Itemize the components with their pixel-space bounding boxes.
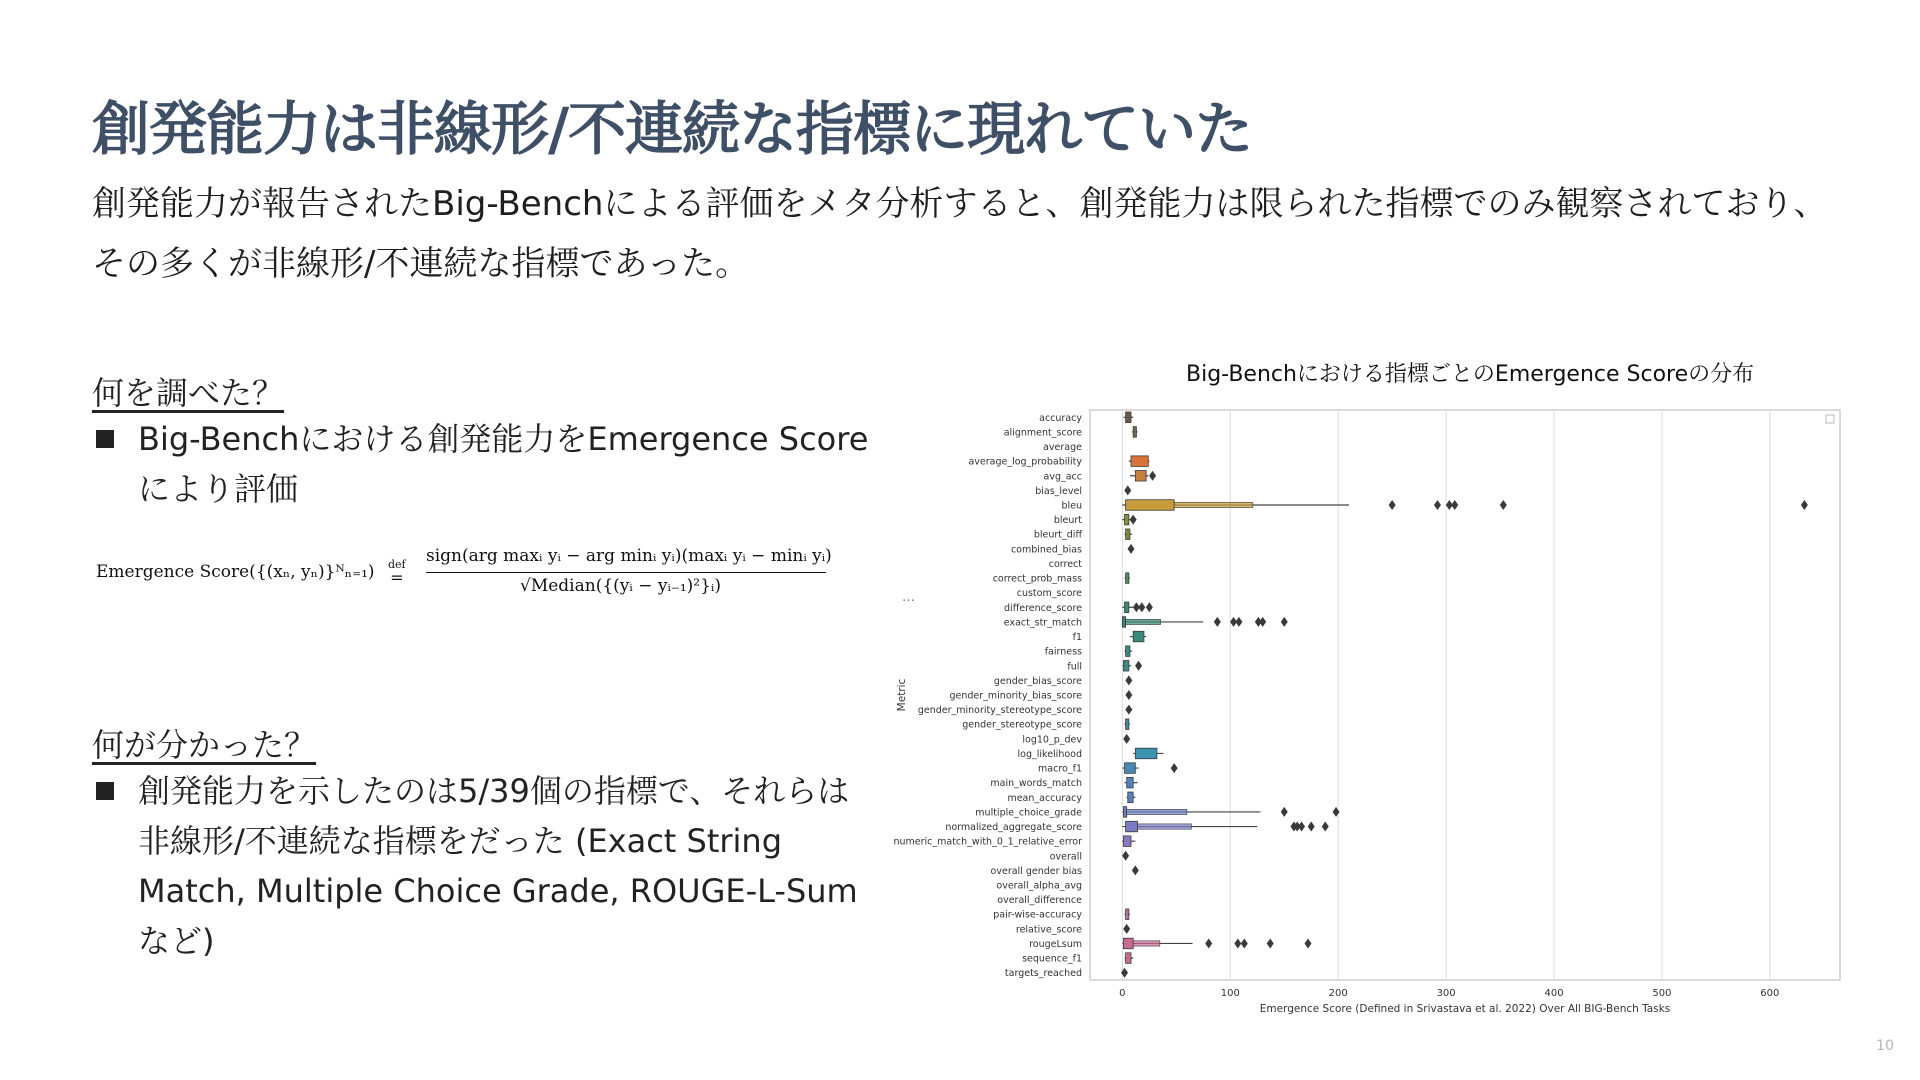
plot-frame — [1090, 410, 1840, 980]
x-tick-label: 400 — [1544, 988, 1564, 999]
y-tick-label: overall_difference — [997, 895, 1082, 907]
box-rect — [1128, 792, 1133, 803]
emergence-score-formula — [96, 540, 915, 610]
box-rect — [1125, 602, 1129, 613]
y-tick-label: gender_minority_bias_score — [949, 690, 1082, 702]
y-tick-label: exact_str_match — [1003, 617, 1082, 629]
y-axis-label: Metric — [896, 678, 908, 712]
y-tick-label: log_likelihood — [1017, 748, 1082, 760]
x-tick-label: 500 — [1652, 988, 1672, 999]
y-tick-label: fairness — [1044, 646, 1082, 658]
box-tail-rect — [1137, 824, 1191, 829]
formula-def-label: def — [388, 558, 406, 571]
box-rect — [1126, 821, 1138, 832]
slide-title: 創発能力は非線形/不連続な指標に現れていた — [92, 95, 1253, 163]
y-tick-label: numeric_match_with_0_1_relative_error — [893, 836, 1082, 848]
formula-ellipsis: … — [902, 590, 915, 605]
box-tail-rect — [1127, 809, 1187, 814]
bullet-item-findings — [92, 766, 872, 966]
box-rect — [1123, 836, 1131, 847]
y-tick-label: gender_minority_stereotype_score — [917, 705, 1082, 717]
x-tick-label: 600 — [1760, 988, 1780, 999]
box-rect — [1126, 412, 1131, 423]
y-tick-label: custom_score — [1016, 588, 1082, 600]
y-tick-label: overall_alpha_avg — [996, 880, 1082, 892]
box-tail-rect — [1126, 619, 1161, 624]
box-rect — [1135, 748, 1157, 759]
y-tick-label: multiple_choice_grade — [975, 807, 1082, 819]
slide-lead-text: 創発能力が報告されたBig-Benchによる評価をメタ分析すると、創発能力は限られた指標でのみ観察されており、その多くが非線形/不連続な指標であった。 — [92, 184, 1828, 284]
y-tick-label: log10_p_dev — [1022, 734, 1082, 746]
box-rect — [1123, 807, 1126, 818]
formula-definition-symbol — [388, 560, 406, 586]
bullet-text: 創発能力を示したのは5/39個の指標で、それらは非線形/不連続な指標をだった (Exact String Match, Multiple Choice Grade, ROUGE-L-Sum など) — [138, 772, 858, 960]
y-tick-label: correct — [1048, 558, 1082, 570]
y-tick-label: bleu — [1061, 500, 1082, 512]
chart-title: Big-Benchにおける指標ごとのEmergence Scoreの分布 — [1186, 362, 1755, 387]
square-bullet-icon — [96, 430, 114, 448]
legend-box-icon — [1826, 415, 1834, 423]
formula-lhs: Emergence Score({(xₙ, yₙ)}ᴺₙ₌₁) — [96, 562, 375, 582]
y-tick-label: combined_bias — [1010, 544, 1082, 556]
y-tick-label: bleurt — [1053, 515, 1082, 527]
box-rect — [1133, 631, 1144, 642]
x-tick-label: 100 — [1220, 988, 1240, 999]
y-tick-label: targets_reached — [1004, 968, 1082, 980]
y-tick-label: gender_stereotype_score — [962, 719, 1082, 731]
y-tick-label: relative_score — [1015, 924, 1082, 936]
y-tick-label: overall gender bias — [990, 865, 1082, 877]
box-rect — [1126, 719, 1129, 730]
y-tick-label: f1 — [1072, 632, 1082, 644]
y-tick-label: bleurt_diff — [1033, 529, 1082, 541]
y-tick-label: gender_bias_score — [993, 675, 1082, 687]
box-rect — [1126, 909, 1129, 920]
bullet-item-investigation — [92, 414, 872, 514]
box-rect — [1126, 573, 1129, 584]
bullet-text: Big-Benchにおける創発能力をEmergence Scoreにより評価 — [138, 420, 869, 508]
y-tick-label: accuracy — [1039, 412, 1082, 424]
box-rect — [1126, 953, 1131, 964]
square-bullet-icon — [96, 782, 114, 800]
section-heading-what-was-found: 何が分かった？ — [92, 726, 317, 764]
y-tick-label: sequence_f1 — [1022, 953, 1082, 965]
x-tick-label: 0 — [1119, 988, 1126, 999]
box-rect — [1135, 471, 1146, 482]
emergence-score-boxen-chart — [890, 400, 1850, 1015]
x-tick-label: 300 — [1436, 988, 1456, 999]
box-rect — [1123, 938, 1133, 949]
y-tick-label: avg_acc — [1043, 471, 1082, 483]
y-tick-label: average_log_probability — [968, 456, 1082, 468]
box-rect — [1122, 617, 1125, 628]
formula-equals-sign: = — [390, 568, 404, 587]
y-tick-label: average — [1043, 442, 1082, 454]
y-tick-label: normalized_aggregate_score — [945, 822, 1082, 834]
box-rect — [1131, 456, 1148, 467]
page-number: 10 — [1876, 1038, 1894, 1054]
formula-denominator: √Median({(yᵢ − yᵢ₋₁)²}ᵢ) — [520, 576, 721, 596]
section-heading-what-was-investigated: 何を調べた？ — [92, 374, 285, 412]
formula-numerator: sign(arg maxᵢ yᵢ − arg minᵢ yᵢ)(maxᵢ yᵢ − minᵢ yᵢ) — [426, 546, 832, 566]
box-rect — [1133, 427, 1136, 438]
y-tick-label: bias_level — [1035, 485, 1082, 497]
y-tick-label: pair-wise-accuracy — [993, 909, 1082, 921]
x-axis-label: Emergence Score (Defined in Srivastava et al. 2022) Over All BIG-Bench Tasks — [1259, 1003, 1671, 1015]
box-rect — [1123, 661, 1128, 672]
y-tick-label: macro_f1 — [1038, 763, 1082, 775]
y-tick-label: rougeLsum — [1029, 938, 1082, 950]
y-tick-label: main_words_match — [990, 778, 1082, 790]
box-rect — [1127, 777, 1133, 788]
box-rect — [1125, 763, 1136, 774]
y-tick-label: mean_accuracy — [1007, 792, 1082, 804]
box-rect — [1126, 500, 1175, 511]
box-rect — [1126, 646, 1130, 657]
x-tick-label: 200 — [1328, 988, 1348, 999]
box-rect — [1126, 529, 1130, 540]
formula-fraction-bar — [426, 572, 826, 573]
y-tick-label: full — [1067, 661, 1082, 673]
y-tick-label: difference_score — [1004, 602, 1082, 614]
box-tail-rect — [1174, 502, 1253, 507]
y-tick-label: alignment_score — [1003, 427, 1082, 439]
y-tick-label: overall — [1049, 851, 1082, 863]
box-tail-rect — [1133, 941, 1160, 946]
y-tick-label: correct_prob_mass — [992, 573, 1082, 585]
box-rect — [1125, 514, 1129, 525]
